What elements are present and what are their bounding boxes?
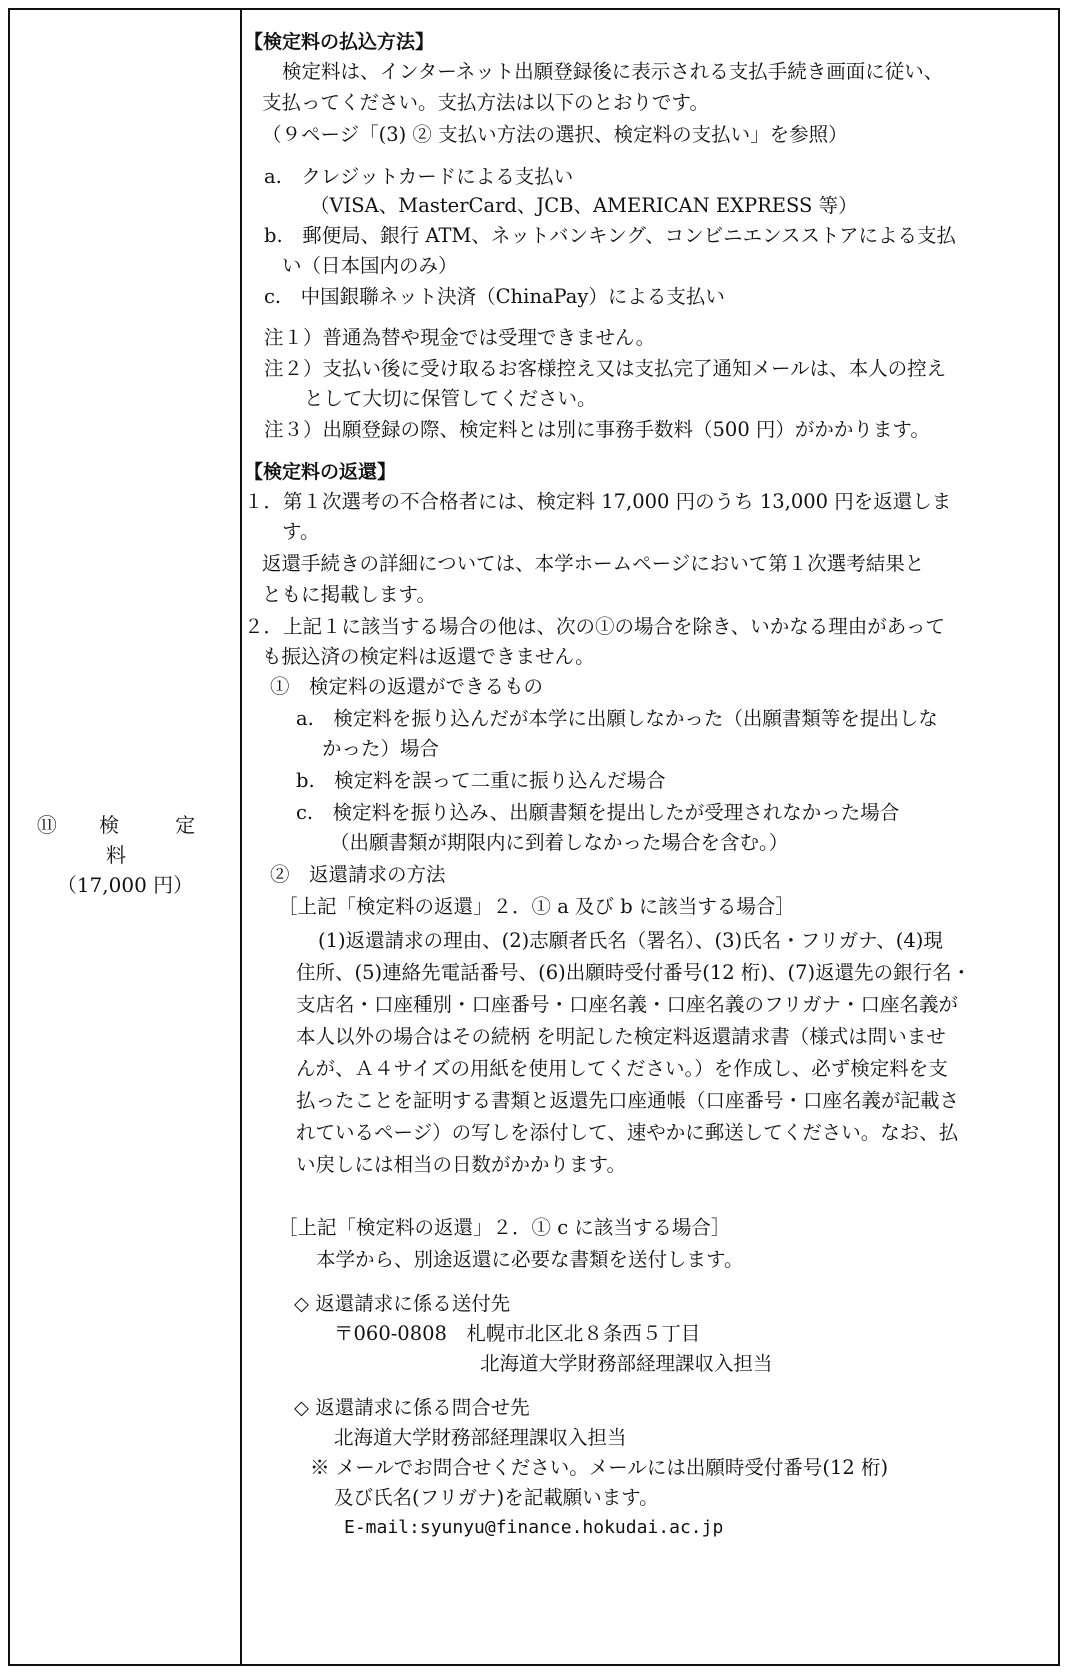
refund-eligible-a: a. 検定料を振り込んだが本学に出願しなかった（出願書類等を提出しな [296,707,938,730]
inquiry-note: ※ メールでお問合せください。メールには出願時受付番号(12 桁) [310,1456,889,1479]
item-amount: （17,000 円） [56,873,194,897]
payment-option-a-brands: （VISA、MasterCard、JCB、AMERICAN EXPRESS 等） [310,194,858,217]
send-to-heading: ◇ 返還請求に係る送付先 [294,1292,511,1315]
refund-item-2: ２．上記１に該当する場合の他は、次の①の場合を除き、いかなる理由があって [244,615,946,638]
refund-ab-line-6: 払ったことを証明する書類と返還先口座通帳（口座番号・口座名義が記載さ [296,1089,960,1112]
inquiry-note-cont: 及び氏名(フリガナ)を記載願います。 [334,1486,659,1509]
send-to-department: 北海道大学財務部経理課収入担当 [480,1352,773,1375]
refund-ab-line-8: い戻しには相当の日数がかかります。 [296,1153,626,1176]
refund-eligible-heading: ① 検定料の返還ができるもの [270,675,544,698]
payment-intro-line-1: 検定料は、インターネット出願登録後に表示される支払手続き画面に従い、 [282,60,944,83]
refund-item-1: １．第１次選考の不合格者には、検定料 17,000 円のうち 13,000 円を返還しま [244,490,952,513]
refund-ab-line-4: 本人以外の場合はその続柄 を明記した検定料返還請求書（様式は問いませ [296,1025,946,1048]
refund-c-heading: ［上記「検定料の返還」２．① c に該当する場合］ [278,1216,731,1239]
refund-method-heading: ② 返還請求の方法 [270,863,446,886]
payment-note-2-cont: として大切に保管してください。 [304,387,597,410]
payment-option-b-cont: い（日本国内のみ） [282,254,458,277]
refund-ab-line-5: んが、Ａ４サイズの用紙を使用してください。）を作成し、必ず検定料を支 [296,1057,948,1080]
inquiry-department: 北海道大学財務部経理課収入担当 [334,1426,627,1449]
fee-item-label [10,810,252,900]
refund-ab-line-1: (1)返還請求の理由、(2)志願者氏名（署名）、(3)氏名・フリガナ、(4)現 [318,929,943,952]
refund-ab-line-7: れているページ）の写しを添付して、速やかに郵送してください。なお、払 [296,1121,959,1144]
refund-eligible-b: b. 検定料を誤って二重に振り込んだ場合 [296,769,666,792]
refund-ab-heading: ［上記「検定料の返還」２．① a 及び b に該当する場合］ [278,895,795,918]
payment-intro-line-2: 支払ってください。支払方法は以下のとおりです。 [262,91,709,114]
inquiry-heading: ◇ 返還請求に係る問合せ先 [294,1396,530,1419]
refund-c-body: 本学から、別途返還に必要な書類を送付します。 [316,1248,744,1271]
refund-ab-line-2: 住所、(5)連絡先電話番号、(6)出願時受付番号(12 桁)、(7)返還先の銀行名・ [296,961,972,984]
refund-item-1-cont: す。 [282,520,320,543]
payment-option-c: c. 中国銀聯ネット決済（ChinaPay）による支払い [264,285,725,308]
payment-note-1: 注１）普通為替や現金では受理できません。 [264,326,656,349]
payment-reference: （９ページ「(3) ② 支払い方法の選択、検定料の支払い」を参照） [262,123,848,146]
refund-item-1-detail: 返還手続きの詳細については、本学ホームページにおいて第１次選考結果と [262,552,925,575]
send-to-address: 〒060-0808 札幌市北区北８条西５丁目 [334,1322,701,1345]
payment-note-3: 注３）出願登録の際、検定料とは別に事務手数料（500 円）がかかります。 [264,418,930,441]
payment-heading: 【検定料の払込方法】 [244,31,435,53]
refund-item-1-detail-cont: ともに掲載します。 [262,583,436,606]
column-divider [240,10,242,1664]
inquiry-email[interactable]: E-mail:syunyu@finance.hokudai.ac.jp [344,1517,724,1538]
payment-note-2: 注２）支払い後に受け取るお客様控え又は支払完了通知メールは、本人の控え [264,357,947,380]
refund-eligible-c: c. 検定料を振り込み、出願書類を提出したが受理されなかった場合 [296,801,900,824]
item-name: ⑪ 検 定 料 [36,813,252,867]
payment-option-a: a. クレジットカードによる支払い [264,165,574,188]
payment-option-b: b. 郵便局、銀行 ATM、ネットバンキング、コンビニエンスストアによる支払 [264,224,956,247]
refund-item-2-cont: も振込済の検定料は返還できません。 [262,645,595,668]
refund-eligible-a-cont: かった）場合 [322,737,440,760]
refund-ab-line-3: 支店名・口座種別・口座番号・口座名義・口座名義のフリガナ・口座名義が [296,993,959,1016]
refund-heading: 【検定料の返還】 [244,461,397,483]
refund-eligible-c-cont: （出願書類が期限内に到着しなかった場合を含む。） [330,831,789,854]
